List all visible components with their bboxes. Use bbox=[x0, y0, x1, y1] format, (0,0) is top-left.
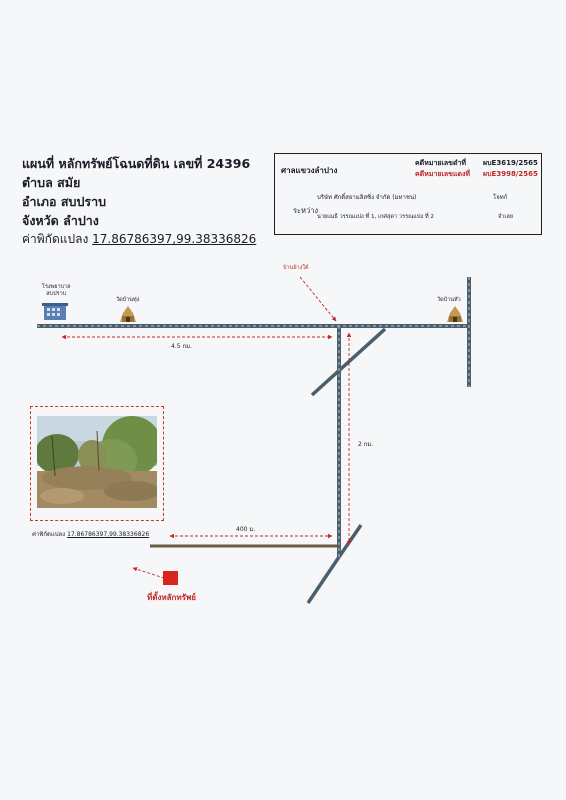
defendant-name: นายเณธี วรรณแปง ที่ 1, เกศสุดา วรรณแปง ที่ 2 bbox=[317, 214, 434, 220]
coordinate-label: ค่าพิกัดแปลง bbox=[22, 232, 89, 246]
red-case-number: ผบE3998/2565 bbox=[483, 170, 538, 178]
hospital-icon bbox=[42, 303, 68, 320]
temple-right-icon bbox=[447, 306, 463, 322]
diagonal-road-lower-left bbox=[308, 557, 339, 603]
site-photo bbox=[37, 416, 157, 508]
property-site-marker bbox=[163, 571, 178, 585]
temple-left-icon bbox=[120, 306, 136, 322]
village-pointer bbox=[300, 277, 336, 321]
temple-right-label: วัดบ้านหัว bbox=[437, 297, 461, 303]
diagonal-road-upper bbox=[312, 329, 385, 395]
distance-label-2km: 2 กม. bbox=[358, 441, 374, 448]
temple-left-label: วัดบ้านทุ่ง bbox=[116, 297, 140, 303]
property-site-label: ที่ตั้งหลักทรัพย์ bbox=[147, 593, 196, 602]
black-case-number: ผบE3619/2565 bbox=[483, 159, 538, 167]
photo-coordinate-label: ค่าพิกัดแปลง bbox=[32, 531, 66, 538]
diagonal-road-lower-right bbox=[339, 525, 361, 557]
distance-label-400m: 400 ม. bbox=[236, 526, 256, 533]
subdistrict: ตำบล สมัย bbox=[22, 175, 81, 190]
black-case-label: คดีหมายเลขดำที่ bbox=[415, 159, 467, 167]
district: อำเภอ สบปราบ bbox=[22, 194, 107, 209]
photo-coordinate-value: 17.86786397,99.38336826 bbox=[67, 531, 150, 538]
plaintiff-name: บริษัท ศักดิ์สยามลิสซิ่ง จำกัด (มหาชน) bbox=[317, 194, 417, 201]
coordinate-value: 17.86786397,99.38336826 bbox=[92, 232, 257, 246]
hospital-label: โรงพยาบาล สบปราบ bbox=[42, 284, 71, 297]
province: จังหวัด ลำปาง bbox=[22, 213, 99, 228]
photo-coordinate-row bbox=[32, 529, 149, 539]
distance-label-4-5km: 4.5 กม. bbox=[171, 343, 192, 350]
red-case-label: คดีหมายเลขแดงที่ bbox=[415, 170, 471, 178]
between-label: ระหว่าง bbox=[293, 206, 319, 215]
court-name: ศาลแขวงลำปาง bbox=[281, 166, 338, 175]
defendant-role: จำเลย bbox=[498, 214, 514, 220]
site-pointer bbox=[133, 568, 167, 579]
village-label: บ้านย้างใต้ bbox=[283, 265, 309, 271]
deed-title: แผนที่ หลักทรัพย์โฉนดที่ดิน เลขที่ 24396 bbox=[22, 156, 251, 171]
plaintiff-role: โจทก์ bbox=[493, 194, 508, 201]
